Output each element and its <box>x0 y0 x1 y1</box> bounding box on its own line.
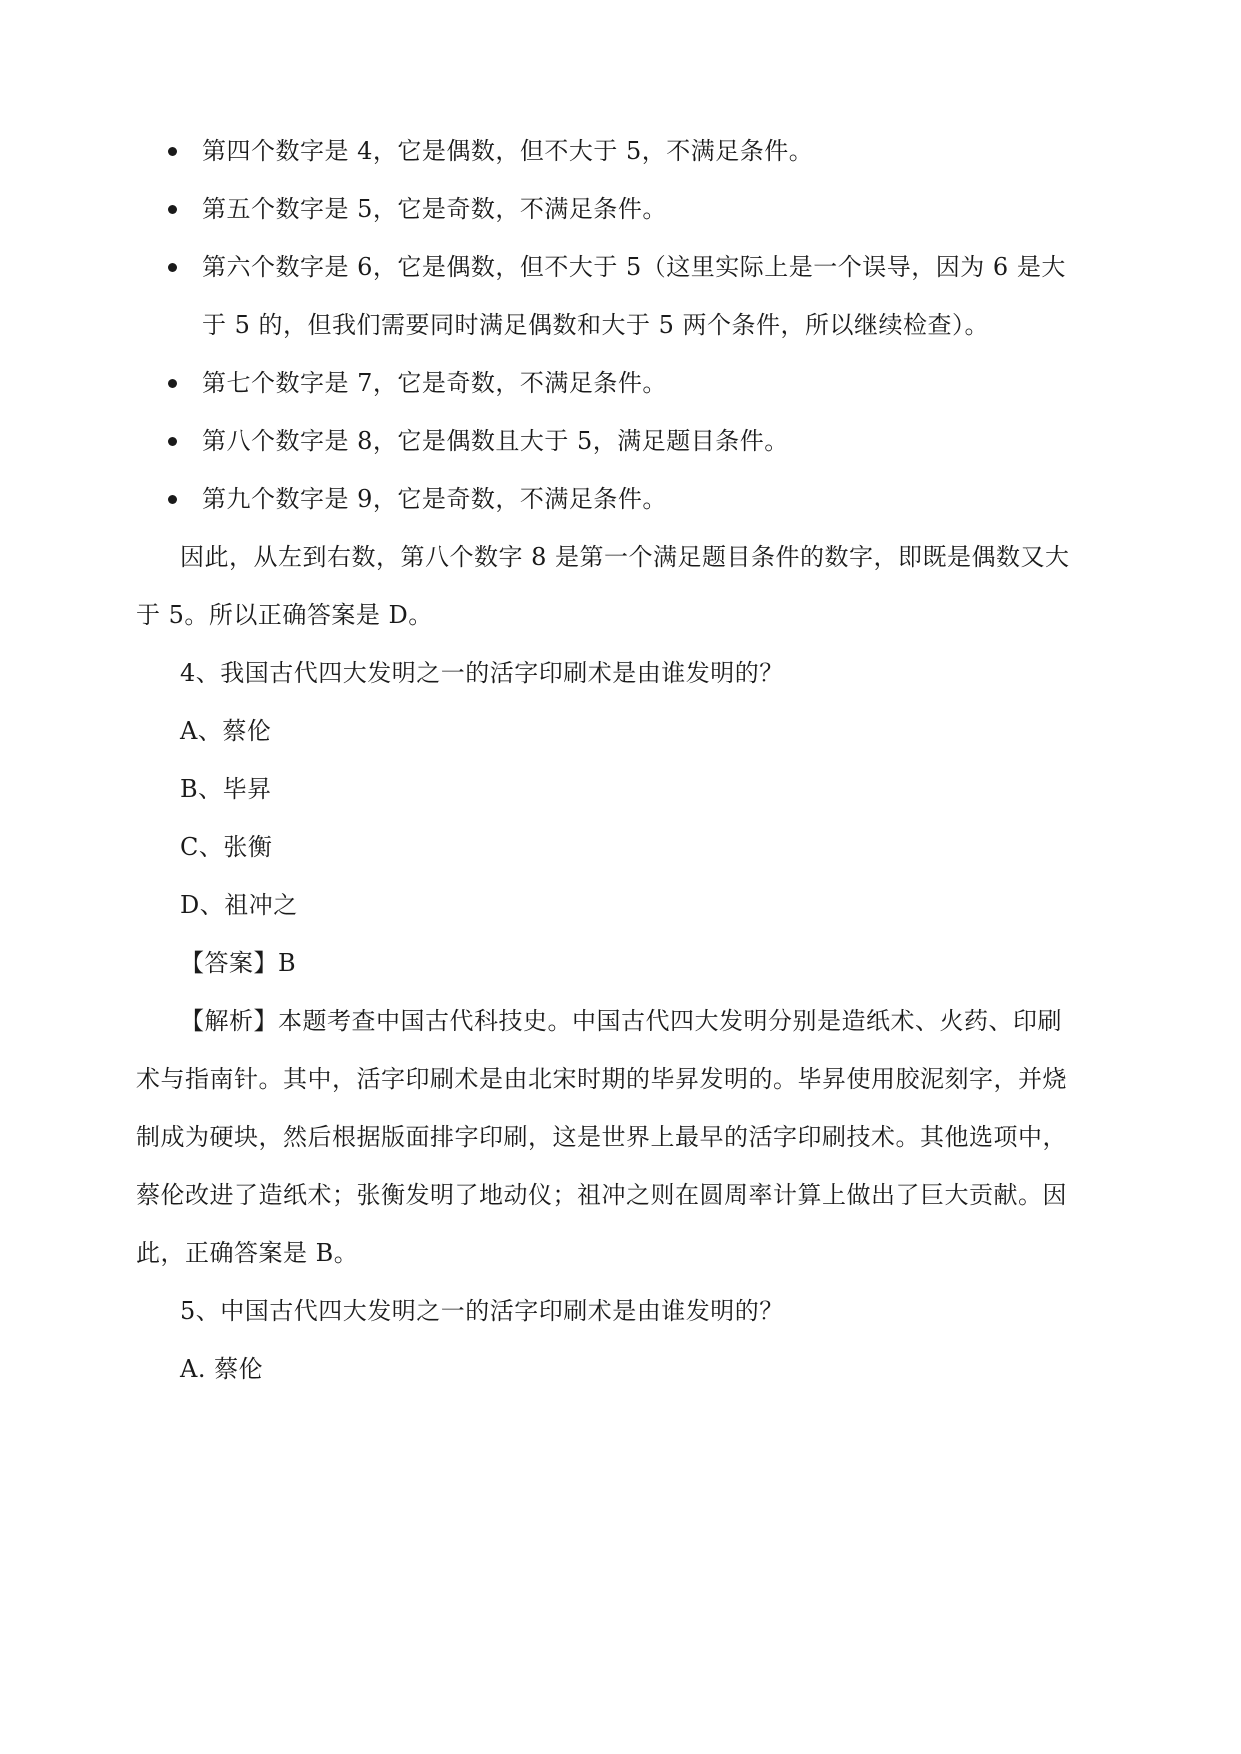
q4-analysis-line-4: 蔡伦改进了造纸术；张衡发明了地动仪；祖冲之则在圆周率计算上做出了巨大贡献。因 <box>136 1181 1067 1209</box>
q4-analysis-line-2: 术与指南针。其中，活字印刷术是由北宋时期的毕昇发明的。毕昇使用胶泥刻字，并烧 <box>136 1065 1067 1093</box>
q4-option-b: B、毕昇 <box>180 775 272 803</box>
question-5: 5、中国古代四大发明之一的活字印刷术是由谁发明的？ <box>180 1297 784 1325</box>
q4-analysis-line-3: 制成为硬块，然后根据版面排字印刷，这是世界上最早的活字印刷技术。其他选项中， <box>136 1123 1067 1151</box>
bullet-item-7: 第七个数字是 7，它是奇数，不满足条件。 <box>202 369 667 397</box>
bullet-item-9: 第九个数字是 9，它是奇数，不满足条件。 <box>202 485 667 513</box>
bullet-dot <box>168 379 177 388</box>
q4-option-c: C、张衡 <box>180 833 273 861</box>
q5-option-a: A. 蔡伦 <box>180 1355 264 1383</box>
q4-answer: 【答案】B <box>180 949 297 977</box>
bullet-item-6-continued: 于 5 的，但我们需要同时满足偶数和大于 5 两个条件，所以继续检查）。 <box>202 311 990 339</box>
bullet-item-6: 第六个数字是 6，它是偶数，但不大于 5（这里实际上是一个误导，因为 6 是大 <box>202 253 1066 281</box>
conclusion-line-2: 于 5。所以正确答案是 D。 <box>136 601 433 629</box>
bullet-item-8: 第八个数字是 8，它是偶数且大于 5，满足题目条件。 <box>202 427 789 455</box>
bullet-dot <box>168 263 177 272</box>
conclusion-line-1: 因此，从左到右数，第八个数字 8 是第一个满足题目条件的数字，即既是偶数又大 <box>180 543 1070 571</box>
q4-option-d: D、祖冲之 <box>180 891 298 919</box>
bullet-dot <box>168 437 177 446</box>
question-4: 4、我国古代四大发明之一的活字印刷术是由谁发明的？ <box>180 659 784 687</box>
bullet-dot <box>168 147 177 156</box>
q4-analysis-line-5: 此，正确答案是 B。 <box>136 1239 359 1267</box>
q4-option-a: A、蔡伦 <box>180 717 272 745</box>
bullet-dot <box>168 205 177 214</box>
bullet-item-4: 第四个数字是 4，它是偶数，但不大于 5，不满足条件。 <box>202 137 814 165</box>
q4-analysis-line-1: 【解析】本题考查中国古代科技史。中国古代四大发明分别是造纸术、火药、印刷 <box>180 1007 1062 1035</box>
bullet-dot <box>168 495 177 504</box>
bullet-item-5: 第五个数字是 5，它是奇数，不满足条件。 <box>202 195 667 223</box>
